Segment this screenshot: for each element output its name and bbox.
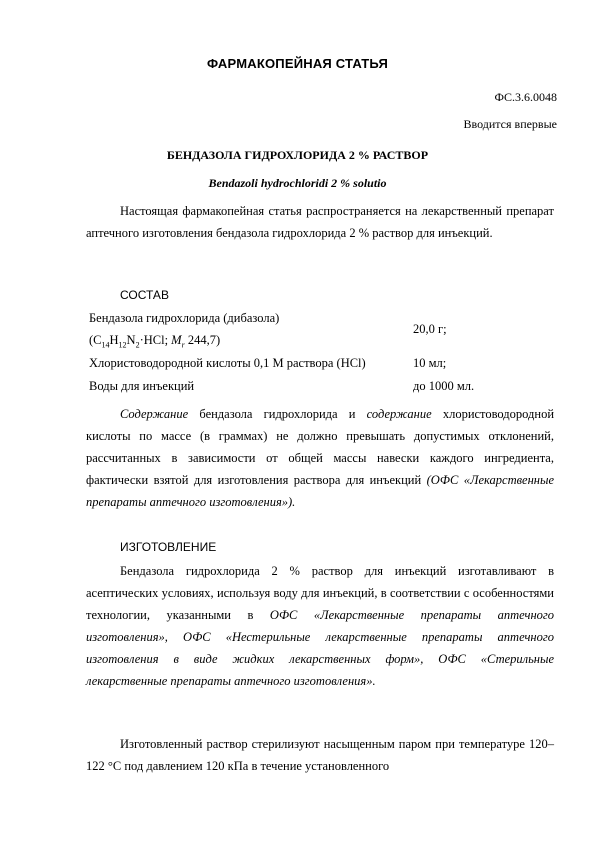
page-title: ФАРМАКОПЕЙНАЯ СТАТЬЯ	[206, 56, 389, 71]
formula-rest: ·HCl;	[139, 333, 172, 347]
molar-mass-sub: r	[181, 340, 185, 350]
sterilization-text: Изготовленный раствор стерилизуют насыщенным паром при температуре 120–122 °С под давлением 120 кПа в течение установленного	[86, 737, 554, 773]
content-paragraph	[86, 403, 554, 513]
formula-h-index: 12	[118, 340, 127, 350]
article-title: БЕНДАЗОЛА ГИДРОХЛОРИДА 2 % РАСТВОР	[166, 148, 429, 162]
composition-item-amount: до 1000 мл.	[413, 379, 475, 393]
formula-prefix: (C	[89, 333, 102, 347]
sterilization-paragraph	[86, 733, 554, 777]
intro-note: Вводится впервые	[463, 117, 557, 131]
manufacturing-paragraph	[86, 560, 554, 692]
content-term: содержание	[366, 407, 432, 421]
formula-n: N	[126, 333, 136, 347]
content-text-part2: хлористоводородной кислоты по массе (в граммах) не должно превышать допустимых отклонений, рассчитанных в зависимости от общей массы навески каждого ингредиента, фактически взятой для изготовления раствора для инъекций	[86, 407, 555, 487]
composition-item-formula	[89, 333, 220, 350]
formula-c-index: 14	[101, 340, 110, 350]
composition-item-amount: 10 мл;	[413, 356, 447, 370]
molar-mass-label: M	[171, 333, 182, 347]
molar-mass-value: 244,7)	[184, 333, 221, 347]
manufacturing-heading: ИЗГОТОВЛЕНИЕ	[120, 540, 217, 554]
scope-paragraph	[86, 200, 554, 244]
composition-item-amount: 20,0 г;	[413, 322, 447, 336]
composition-item-name: Хлористоводородной кислоты 0,1 М раствора (HCl)	[89, 356, 366, 370]
manufacturing-text: Бендазола гидрохлорида 2 % раствор для инъекций изготавливают в асептических условиях, используя воду для инъекций, в соответствии с особенностями технологии, указанными в	[86, 564, 554, 622]
formula-h: H	[109, 333, 119, 347]
content-text-part1: бендазола гидрохлорида и	[199, 407, 356, 421]
formula-n-index: 2	[135, 340, 140, 350]
manufacturing-reference: ОФС «Лекарственные препараты аптечного изготовления», ОФС «Нестерильные лекарственные препараты аптечного изготовления в виде жидких лекарственных форм», ОФС «Стерильные лекарственные препараты аптечного изготовления».	[86, 608, 555, 688]
content-term: Содержание	[120, 407, 189, 421]
content-reference: (ОФС «Лекарственные препараты аптечного изготовления»).	[86, 473, 554, 509]
composition-item-name: Воды для инъекций	[89, 379, 195, 393]
latin-title: Bendazoli hydrochloridi 2 % solutio	[208, 176, 387, 190]
scope-text: Настоящая фармакопейная статья распространяется на лекарственный препарат аптечного изготовления бендазола гидрохлорида 2 % раствор для инъекций.	[86, 204, 554, 240]
composition-heading: СОСТАВ	[120, 288, 169, 302]
composition-item-name: Бендазола гидрохлорида (дибазола)	[89, 311, 280, 325]
monograph-number: ФС.3.6.0048	[494, 90, 557, 104]
